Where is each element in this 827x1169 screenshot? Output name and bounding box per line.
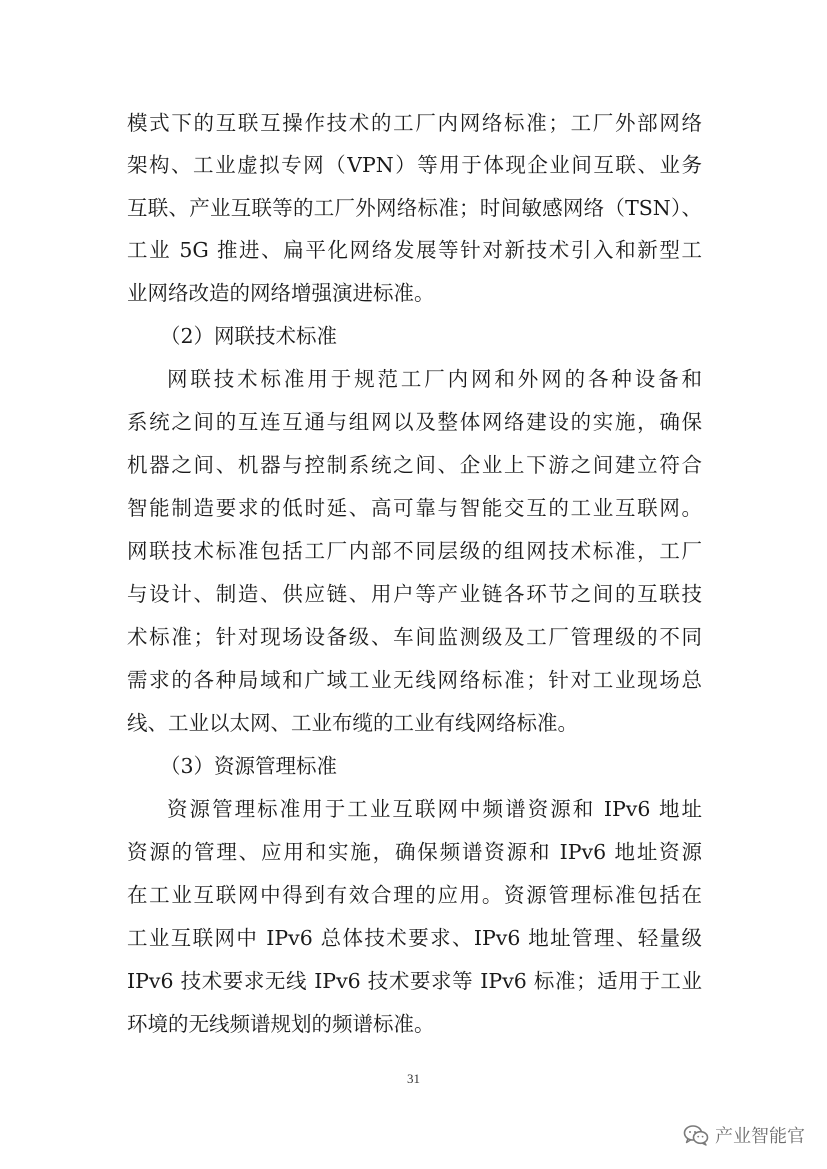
body-text-line: 线、工业以太网、工业布缆的工业有线网络标准。 xyxy=(127,711,578,735)
wechat-official-account-icon xyxy=(683,1124,709,1146)
body-text-line: 资源的管理、应用和实施，确保频谱资源和 IPv6 地址资源 xyxy=(127,840,702,864)
section-heading-2: （2）网联技术标准 xyxy=(160,324,338,348)
body-text-line: IPv6 技术要求无线 IPv6 技术要求等 IPv6 标准；适用于工业 xyxy=(127,969,702,993)
watermark-text: 产业智能官 xyxy=(715,1126,805,1147)
watermark xyxy=(683,1121,805,1149)
body-text-line: 网联技术标准包括工厂内部不同层级的组网技术标准，工厂 xyxy=(127,539,702,563)
body-text-line: 业网络改造的网络增强演进标准。 xyxy=(127,281,435,305)
body-text-line: 系统之间的互连互通与组网以及整体网络建设的实施，确保 xyxy=(127,410,702,434)
body-text-line: 需求的各种局域和广域工业无线网络标准；针对工业现场总 xyxy=(127,668,702,692)
section-heading-3: （3）资源管理标准 xyxy=(160,754,338,778)
body-text-line: 架构、工业虚拟专网（VPN）等用于体现企业间互联、业务 xyxy=(127,153,702,177)
body-text-line: 机器之间、机器与控制系统之间、企业上下游之间建立符合 xyxy=(127,453,702,477)
body-text-line: 术标准；针对现场设备级、车间监测级及工厂管理级的不同 xyxy=(127,625,702,649)
body-text-line: 资源管理标准用于工业互联网中频谱资源和 IPv6 地址 xyxy=(167,797,702,821)
body-text-line: 智能制造要求的低时延、高可靠与智能交互的工业互联网。 xyxy=(127,496,702,520)
body-text-line: 工业 5G 推进、扁平化网络发展等针对新技术引入和新型工 xyxy=(127,238,702,262)
body-text-line: 模式下的互联互操作技术的工厂内网络标准；工厂外部网络 xyxy=(127,111,702,135)
body-text-line: 与设计、制造、供应链、用户等产业链各环节之间的互联技 xyxy=(127,582,702,606)
body-text-line: 环境的无线频谱规划的频谱标准。 xyxy=(127,1012,435,1036)
body-text-line: 在工业互联网中得到有效合理的应用。资源管理标准包括在 xyxy=(127,883,702,907)
body-text-line: 互联、产业互联等的工厂外网络标准；时间敏感网络（TSN）、 xyxy=(127,196,702,220)
page-number: 31 xyxy=(407,1071,420,1086)
body-text-line: 工业互联网中 IPv6 总体技术要求、IPv6 地址管理、轻量级 xyxy=(127,926,702,950)
body-text-line: 网联技术标准用于规范工厂内网和外网的各种设备和 xyxy=(167,367,702,391)
